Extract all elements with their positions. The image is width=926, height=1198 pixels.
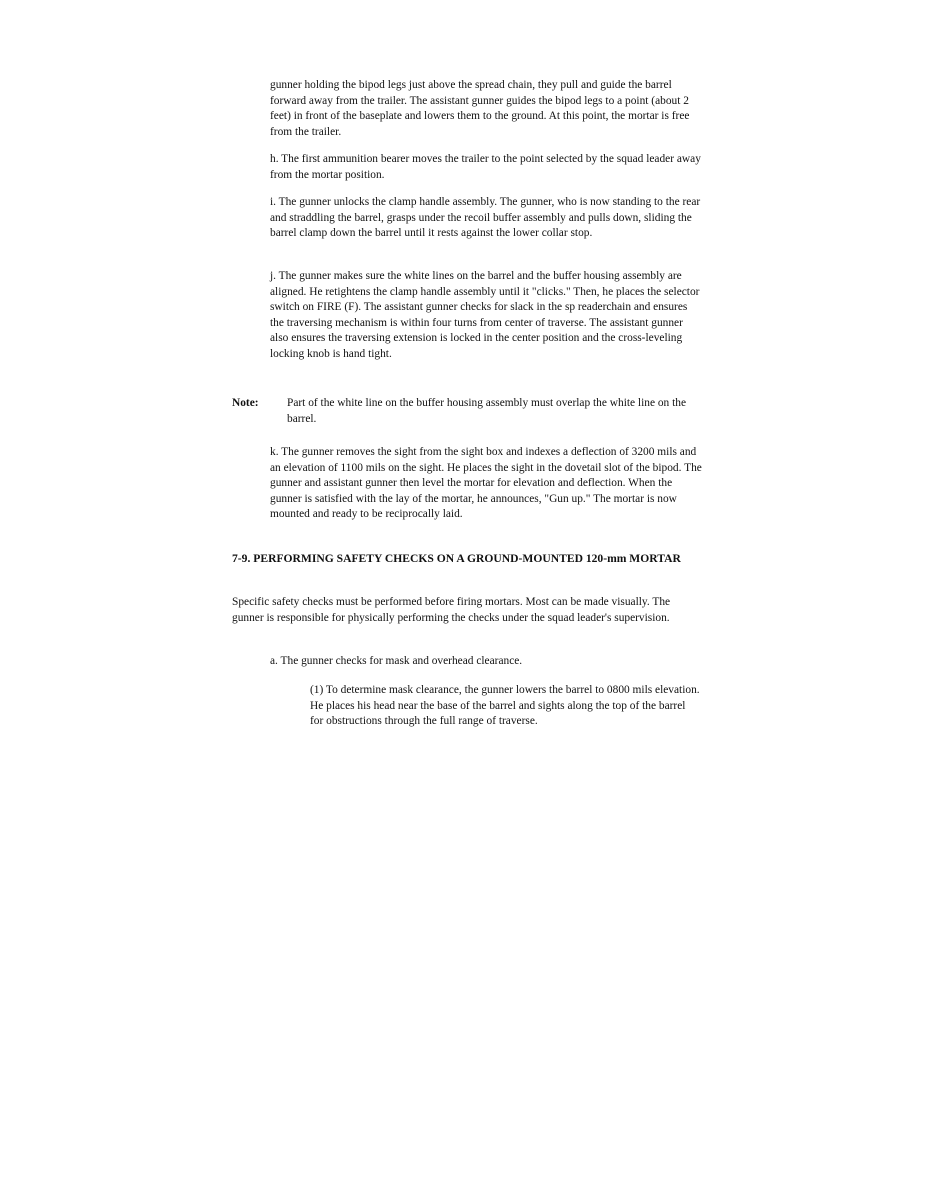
paragraph-i: i. The gunner unlocks the clamp handle assembly. The gunner, who is now standing to the rear and straddling the barrel, grasps under the recoil buffer assembly and pulls down, sliding the barrel clamp down the barrel until it rests against the lower collar stop.: [270, 196, 701, 240]
paragraph-intro: Specific safety checks must be performed before firing mortars. Most can be made visually. The gunner is responsible for physically performing the checks under the squad leader's supervision.: [232, 596, 671, 624]
paragraph-a1: (1) To determine mask clearance, the gunner lowers the barrel to 0800 mils elevation. He places his head near the base of the barrel and sights along the top of the barrel for obstructions through the full range of traverse.: [310, 684, 700, 728]
paragraph-k: k. The gunner removes the sight from the sight box and indexes a deflection of 3200 mils and an elevation of 1100 mils on the sight. He places the sight in the dovetail slot of the bipod. The gunner and assistant gunner then level the mortar for elevation and deflection. When the gunner is satisfied with the lay of the mortar, he announces, "Gun up." The mortar is now mounted and ready to be reciprocally laid.: [270, 446, 702, 521]
paragraph-a: a. The gunner checks for mask and overhead clearance.: [270, 655, 523, 667]
note-text: Part of the white line on the buffer housing assembly must overlap the white line on the barrel.: [287, 397, 687, 425]
section-heading: 7-9. PERFORMING SAFETY CHECKS ON A GROUND-MOUNTED 120-mm MORTAR: [232, 552, 681, 565]
paragraph-h: h. The first ammunition bearer moves the trailer to the point selected by the squad leader away from the mortar position.: [270, 153, 701, 181]
paragraph-j: j. The gunner makes sure the white lines on the barrel and the buffer housing assembly are aligned. He retightens the clamp handle assembly until it "clicks." Then, he places the selector switch on FIRE (F). The assistant gunner checks for slack in the sp readerchain and ensures the traversing mechanism is within four turns from center of traverse. The assistant gunner also ensures the traversing extension is locked in the center position and the cross-leveling locking knob is hand tight.: [270, 270, 700, 360]
note-label: Note:: [232, 397, 259, 409]
paragraph-g-continued: gunner holding the bipod legs just above the spread chain, they pull and guide the barrel forward away from the trailer. The assistant gunner guides the bipod legs to a point (about 2 feet) in front of the baseplate and lowers them to the ground. At this point, the mortar is free from the trailer.: [270, 79, 690, 138]
